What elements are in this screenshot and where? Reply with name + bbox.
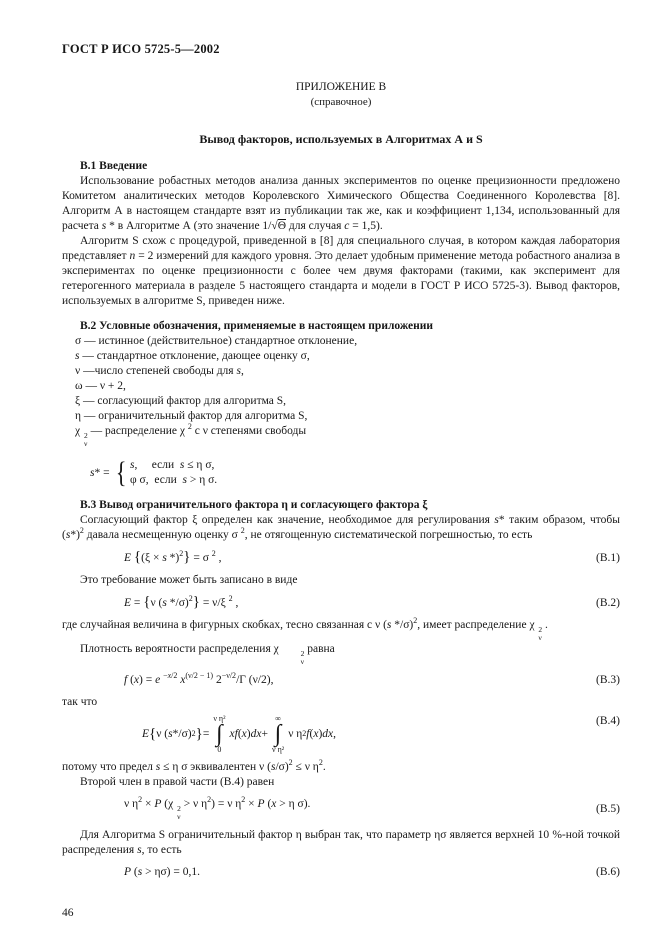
formula-b5: ν $\eta^2 \times P$ (χ 2 ν > ν $\eta^2) = \nu$ $\eta^2 \times P$ (x > η σ).	[124, 795, 311, 821]
section-b3-paragraph-6: потому что предел s ≤ η σ эквивалентен ν $(s/\sigma)^2 \le \nu$ $\eta^2$.	[62, 758, 326, 773]
formula-b1: E {(ξ × s *)$^2$} = σ $^2$ ,	[124, 549, 222, 565]
formula-b3: f (x) = e $^{-x/2}$ $x^{(\nu/2 - 1)}$ $2^{-\nu/2}/\Gamma$ (ν/2),	[124, 671, 274, 686]
section-b2-heading: В.2 Условные обозначения, применяемые в настоящем приложении	[80, 320, 434, 332]
s-star-case-formula	[90, 458, 620, 488]
appendix-title: Вывод факторов, используемых в Алгоритмах А и S	[199, 132, 483, 146]
section-b3-heading: В.3 Вывод ограничительного фактора η и согласующего фактора ξ	[80, 499, 428, 511]
symbol-definition-nu: ν —число степеней свободы для s,	[75, 365, 244, 377]
formula-b4-label: (В.4)	[596, 715, 620, 727]
symbol-definition-sigma: σ — истинное (действительное) стандартное отклонение,	[75, 335, 358, 347]
section-b3-paragraph-2: Это требование может быть записано в виде	[80, 574, 298, 586]
symbol-definition-eta: η — ограничительный фактор для алгоритма S,	[75, 410, 308, 422]
formula-b2-label: (В.2)	[596, 596, 620, 609]
symbol-definition-omega: ω — ν + 2,	[75, 380, 126, 392]
section-b3-paragraph-5: так что	[62, 696, 98, 708]
section-b3-paragraph-4: Плотность вероятности распределения χ 2 ν равна	[80, 643, 335, 666]
symbol-definition-s: s — стандартное отклонение, дающее оценку σ,	[75, 350, 310, 362]
appendix-note: (справочное)	[310, 96, 372, 108]
section-b1-heading: В.1 Введение	[80, 160, 148, 172]
s-star-case-1: s, если s ≤ η σ,	[130, 459, 215, 471]
formula-b1-label: (В.1)	[596, 551, 620, 564]
formula-b3-row	[62, 673, 620, 688]
section-b3-paragraph-7: Второй член в правой части (В.4) равен	[80, 776, 275, 788]
standard-designation: ГОСТ Р ИСО 5725-5—2002	[62, 42, 220, 56]
section-b3-paragraph-3: где случайная величина в фигурных скобках, тесно связанная с ν (s */σ)$^2$, имеет распределение χ 2 ν .	[62, 616, 548, 642]
formula-b3-label: (В.3)	[596, 674, 620, 686]
formula-b4: E { ν ( s */σ) 2 } = ν η² ∫ 0 xf ( x ) dx + ∞ ∫ ν η² ν η 2 f ( x ) dx ,	[142, 714, 337, 754]
formula-b6: P (s > ησ) = 0,1.	[124, 866, 200, 878]
case-brace: {	[115, 456, 127, 489]
formula-b2-row	[62, 595, 620, 611]
symbol-definition-chi-squared: χ 2 ν — распределение χ $^2$ с ν степенями свободы	[75, 422, 307, 448]
section-b3-paragraph-1: Согласующий фактор ξ определен как значение, необходимое для регулирования s* таким образом, чтобы $(s*)^2$ давала несмещенную оценку σ $^2$, не отягощенную систематической погрешностью, то есть	[62, 514, 621, 541]
appendix-label: ПРИЛОЖЕНИЕ В	[295, 81, 387, 93]
formula-b1-row	[62, 550, 620, 566]
formula-b5-row	[62, 797, 620, 821]
section-b3-paragraph-8: Для Алгоритма S ограничительный фактор η выбран так, что параметр ησ является верхней 10 %-ной точкой распределения s, то есть	[62, 829, 620, 856]
s-star-lhs: s* =	[90, 466, 110, 479]
symbol-definition-xi: ξ — согласующий фактор для алгоритма S,	[75, 395, 287, 407]
formula-b2: E = {ν (s */σ)$^2$} = ν/ξ $^2$ ,	[124, 594, 239, 610]
formula-b4-row	[62, 714, 620, 754]
formula-b6-label: (В.6)	[596, 866, 620, 878]
formula-b5-label: (В.5)	[596, 802, 620, 815]
s-star-case-2: φ σ, если s > η σ.	[130, 474, 218, 486]
formula-b6-row	[62, 865, 620, 880]
section-b1-paragraph-2: Алгоритм S схож с процедурой, приведенной в [8] для специального случая, в котором каждая лаборатория представляет n = 2 измерений для каждого уровня. Это делает удобным применение метода робастного анализа в экспериментах по оценке прецизионности с более чем двумя факторами (такими, как эксперимент для гетерогенного материала в разделе 5 настоящего стандарта и модели в ГОСТ Р ИСО 5725-3). Вывод факторов, используемых в алгоритме S, приведен ниже.	[62, 235, 620, 307]
section-b1-paragraph-1: Использование робастных методов анализа данных экспериментов по оценке прецизионности предложено Комитетом аналитических методов Королевского Химического Общества Соединенного Королевства [8]. Алгоритм А в настоящем стандарте взят из публикации так же, как и коэффициент 1,134, использованный для расчета s * в Алгоритме А (это значение 1/√Θ для случая с = 1,5).	[62, 175, 620, 232]
page-number: 46	[62, 907, 74, 919]
